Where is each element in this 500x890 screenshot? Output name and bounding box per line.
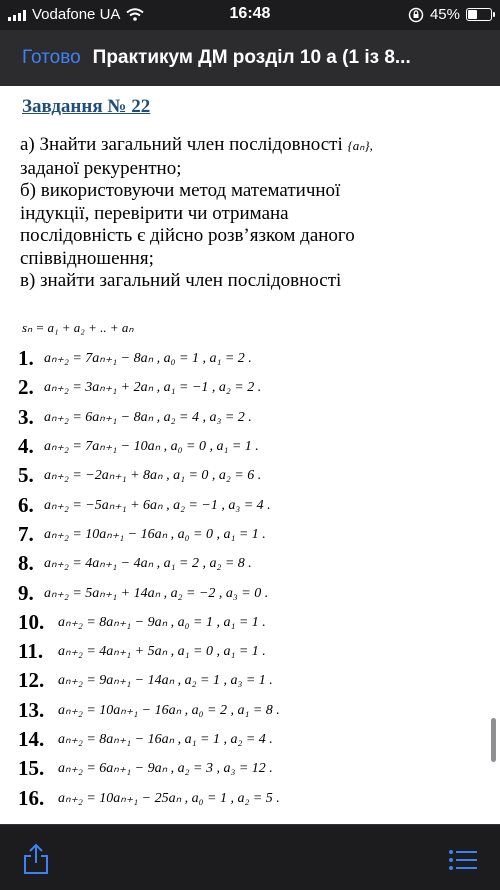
task-number: 1. [18, 346, 34, 371]
battery-fill [468, 10, 477, 19]
sequence-symbol: {aₙ}, [347, 138, 373, 153]
task-equation: aₙ₊₂ = −2aₙ₊₁ + 8aₙ , a₁ = 0 , a₂ = 6 . [44, 468, 262, 484]
task-number: 3. [18, 404, 34, 429]
task-number: 10. [18, 609, 45, 634]
task-line: послідовність є дійсно розв’язком даного [20, 225, 355, 246]
task-number: 6. [18, 492, 34, 517]
document-page[interactable] [0, 86, 500, 824]
task-equation: aₙ₊₂ = 7aₙ₊₁ − 8aₙ , a₀ = 1 , a₁ = 2 . [44, 351, 252, 367]
task-row [18, 461, 488, 490]
carrier-name: Vodafone UA [32, 6, 121, 23]
task-number: 2. [18, 375, 34, 400]
task-number: 9. [18, 580, 34, 605]
status-bar [0, 0, 500, 30]
task-row [18, 520, 488, 549]
task-row [18, 637, 488, 666]
task-equation: aₙ₊₂ = 8aₙ₊₁ − 16aₙ , a₁ = 1 , a₂ = 4 . [58, 732, 273, 747]
task-line: в) знайти загальний член послідовності [20, 270, 342, 291]
sum-formula: sₙ = a₁ + a₂ + .. + aₙ [22, 320, 134, 335]
task-equation: aₙ₊₂ = −5aₙ₊₁ + 6aₙ , a₂ = −1 , a₃ = 4 . [44, 497, 271, 513]
task-line: заданої рекурентно; [20, 157, 182, 179]
task-equation: aₙ₊₂ = 7aₙ₊₁ − 10aₙ , a₀ = 0 , a₁ = 1 . [44, 439, 259, 455]
status-time: 16:48 [229, 5, 271, 22]
task-line: співвідношення; [20, 247, 154, 269]
task-line-text: а) Знайти загальний член послідовності [20, 134, 343, 155]
task-line: індукції, перевірити чи отримана [20, 202, 289, 224]
battery-percent: 45% [429, 6, 460, 23]
task-row [18, 373, 488, 402]
task-row [18, 403, 488, 432]
task-number: 4. [18, 434, 34, 459]
done-button[interactable]: Готово [22, 47, 81, 68]
status-right [408, 6, 492, 23]
task-number: 12. [18, 668, 45, 693]
task-number: 16. [18, 785, 45, 810]
scroll-indicator[interactable] [491, 718, 496, 762]
task-number: 5. [18, 463, 34, 488]
task-equation: aₙ₊₂ = 10aₙ₊₁ − 16aₙ , a₀ = 0 , a₁ = 1 . [44, 526, 266, 542]
task-row [18, 490, 488, 519]
task-equation: aₙ₊₂ = 6aₙ₊₁ − 8aₙ , a₂ = 4 , a₃ = 2 . [44, 409, 252, 425]
task-number: 8. [18, 551, 34, 576]
task-number: 14. [18, 727, 45, 751]
list-icon[interactable] [448, 849, 478, 871]
task-heading: Завдання № 22 [22, 96, 151, 117]
task-equation: aₙ₊₂ = 4aₙ₊₁ − 4aₙ , a₁ = 2 , a₂ = 8 . [44, 556, 252, 572]
task-row [18, 696, 488, 725]
task-row [18, 783, 488, 812]
task-description [20, 134, 490, 293]
nav-bar [0, 30, 500, 86]
task-row [18, 608, 488, 637]
task-row [18, 754, 488, 783]
task-line [20, 134, 490, 158]
task-equation: aₙ₊₂ = 10aₙ₊₁ − 16aₙ , a₀ = 2 , a₁ = 8 . [58, 702, 280, 718]
task-number: 13. [18, 697, 45, 722]
share-icon[interactable] [22, 843, 50, 875]
bottom-toolbar [0, 824, 500, 890]
task-row [18, 578, 488, 607]
task-equation: aₙ₊₂ = 6aₙ₊₁ − 9aₙ , a₂ = 3 , a₃ = 12 . [58, 761, 273, 777]
task-equation: aₙ₊₂ = 5aₙ₊₁ + 14aₙ , a₂ = −2 , a₃ = 0 . [44, 585, 269, 601]
task-row [18, 549, 488, 578]
task-equation: aₙ₊₂ = 3aₙ₊₁ + 2aₙ , a₁ = −1 , a₂ = 2 . [44, 380, 262, 396]
document-title: Практикум ДМ розділ 10 а (1 із 8... [92, 47, 411, 68]
task-row [18, 725, 488, 754]
task-number: 7. [18, 521, 34, 546]
task-list [18, 344, 488, 813]
task-equation: aₙ₊₂ = 8aₙ₊₁ − 9aₙ , a₀ = 1 , a₁ = 1 . [58, 614, 266, 630]
orientation-lock-icon [408, 7, 424, 23]
task-equation: aₙ₊₂ = 4aₙ₊₁ + 5aₙ , a₁ = 0 , a₁ = 1 . [58, 644, 266, 660]
task-number: 11. [18, 639, 44, 664]
task-equation: aₙ₊₂ = 9aₙ₊₁ − 14aₙ , a₂ = 1 , a₃ = 1 . [58, 673, 273, 689]
task-row [18, 344, 488, 373]
task-number: 15. [18, 756, 45, 781]
task-row [18, 432, 488, 461]
battery-icon [466, 8, 492, 21]
task-line: б) використовуючи метод математичної [20, 180, 341, 201]
task-row [18, 666, 488, 695]
task-equation: aₙ₊₂ = 10aₙ₊₁ − 25aₙ , a₀ = 1 , a₂ = 5 . [58, 790, 280, 806]
